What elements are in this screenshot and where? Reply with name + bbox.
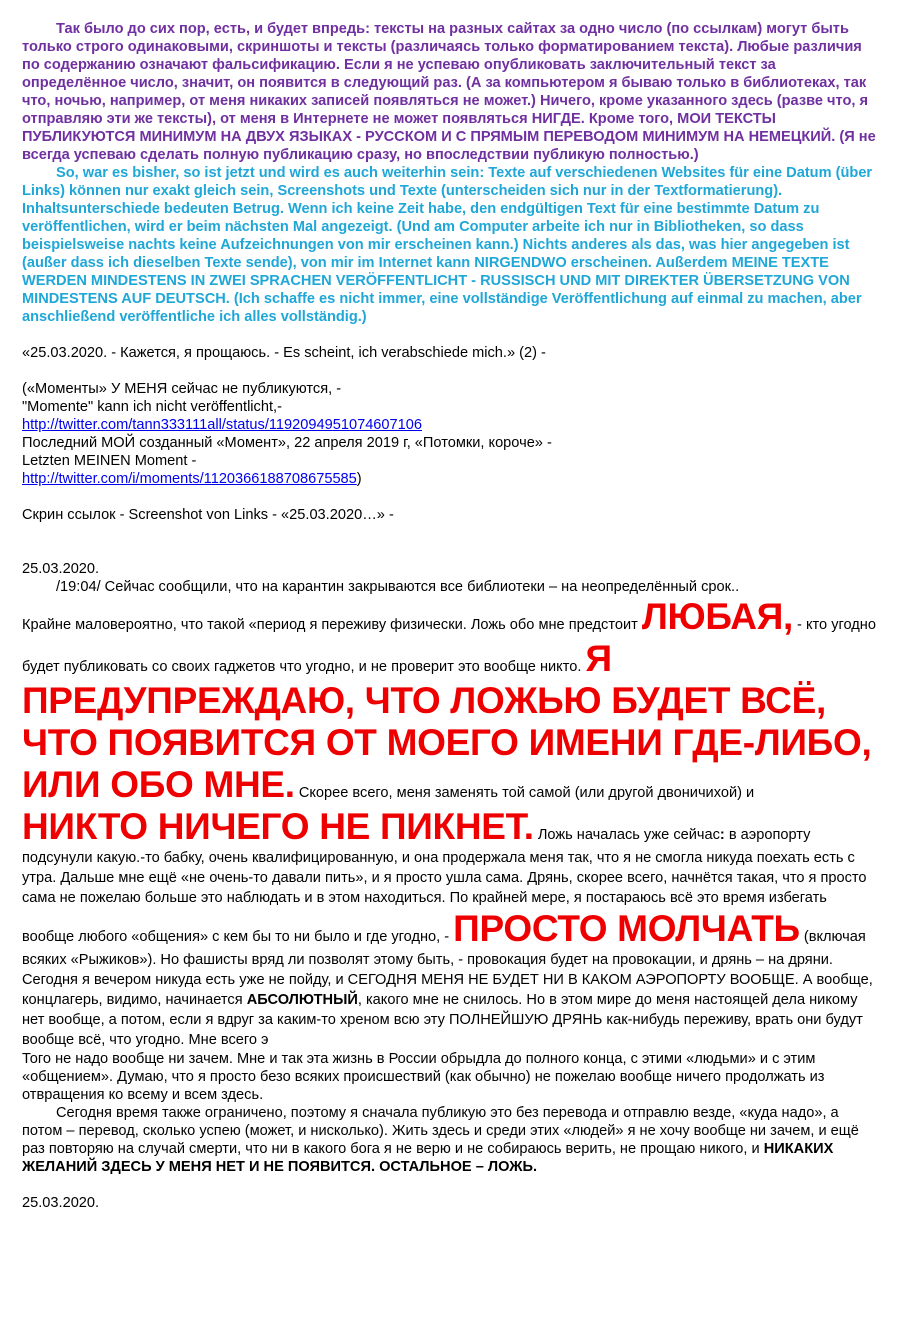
moments-close: ) <box>356 471 362 487</box>
text-span: - кто угодно будет публиковать со своих гаджетов что угодно, и не проверит это вообще никто. <box>22 617 876 675</box>
entry-date: 25.03.2020. <box>22 561 100 577</box>
moments-block <box>22 380 878 488</box>
post-title: «25.03.2020. - Кажется, я прощаюсь. - Es scheint, ich verabschiede mich.» (2) - <box>22 345 546 361</box>
text-span: (включая всяких «Рыжиков»). Но фашисты вряд ли позволят этому быть, - провокация будет на провокации, и дрянь – на дряни. Сегодня я вечером никуда есть уже не пойду, и СЕГОДНЯ МЕНЯ НЕ БУДЕТ НИ В КАКОМ АЭРОПОРТУ ВООБЩЕ. А вообще, концлагерь, видимо, начинается <box>22 929 873 1008</box>
entry-paragraph-3 <box>22 1104 878 1176</box>
red-emphasis-2: Я ПРЕДУПРЕЖДАЮ, ЧТО ЛОЖЬЮ БУДЕТ ВСЁ, ЧТО ПОЯВИТСЯ ОТ МОЕГО ИМЕНИ ГДЕ-ЛИБО, ИЛИ ОБО МНЕ. <box>22 638 872 805</box>
screenshot-line: Скрин ссылок - Screenshot von Links - «25.03.2020…» - <box>22 507 394 523</box>
moments-line-2: "Momente" kann ich nicht veröffentlicht,- <box>22 399 282 415</box>
closing-date: 25.03.2020. <box>22 1195 100 1211</box>
red-emphasis-4: ПРОСТО МОЛЧАТЬ <box>453 908 800 949</box>
entry-paragraph-1 <box>22 596 878 1050</box>
red-emphasis-1: ЛЮБАЯ, <box>641 596 793 637</box>
intro-german: So, war es bisher, so ist jetzt und wird es auch weiterhin sein: Texte auf verschiedenen Websites für eine Datum (über Links) können nur exakt gleich sein, Screenshots und Texte (unterscheiden sich nur in der Textformatierung). Inhaltsunterschiede bedeuten Betrug. Wenn ich keine Zeit habe, den endgültigen Text für eine bestimmte Datum zu veröffentlichen, wird er beim nächsten Mal angezeigt. (Und am Computer arbeite ich nur in Bibliotheken, so dass beispielsweise nachts keine Aufzeichnungen von mir erscheinen kann.) Nichts anderes als das, was hier angegeben ist (außer dass ich dieselben Texte sende), von mir im Internet kann NIRGENDWO erscheinen. Außerdem MEINE TEXTE WERDEN MINDESTENS IN ZWEI SPRACHEN VERÖFFENTLICHT - RUSSISCH UND MIT DIREKTER ÜBERSETZUNG VON MINDESTENS AUF DEUTSCH. (Ich schaffe es nicht immer, eine vollständige Veröffentlichung auf einmal zu machen, aber anschließend veröffentliche ich alles vollständig.) <box>22 165 873 325</box>
text-span: Ложь началась уже сейчас <box>533 827 720 843</box>
bold-absolute: АБСОЛЮТНЫЙ <box>246 992 358 1008</box>
text-span: Крайне маловероятно, что такой «период я переживу физически. Ложь обо мне предстоит <box>22 617 642 633</box>
moments-line-4: Letzten MEINEN Moment - <box>22 453 197 469</box>
moments-line-1: («Моменты» У МЕНЯ сейчас не публикуются, - <box>22 381 342 397</box>
moments-link-2[interactable]: http://twitter.com/i/moments/1120366188708675585 <box>22 471 357 487</box>
moments-line-3: Последний МОЙ созданный «Момент», 22 апреля 2019 г, «Потомки, короче» - <box>22 435 552 451</box>
intro-russian: Так было до сих пор, есть, и будет впредь: тексты на разных сайтах за одно число (по ссылкам) могут быть только строго одинаковыми, скриншоты и тексты (различаясь только форматированием текста). Любые различия по содержанию означают фальсификацию. Если я не успеваю опубликовать заключительный текст за определённое число, значит, он появится в следующий раз. (А за компьютером я бываю только в библиотеках, так что, ночью, например, от меня никаких записей появляться не может.) Ничего, кроме указанного здесь (разве что, я отправляю эти же тексты), от меня в Интернете не может появляться НИГДЕ. Кроме того, МОИ ТЕКСТЫ ПУБЛИКУЮТСЯ МИНИМУМ НА ДВУХ ЯЗЫКАХ - РУССКОМ И С ПРЯМЫМ ПЕРЕВОДОМ МИНИМУМ НА НЕМЕЦКИЙ. (Я не всегда успеваю сделать полную публикацию сразу, но впоследствии публикую полностью.) <box>22 21 876 163</box>
text-span: Скорее всего, меня заменять той самой (или другой двоничихой) и <box>294 785 755 801</box>
text-span: Сегодня время также ограничено, поэтому я сначала публикую это без перевода и отправлю везде, «куда надо», а потом – перевод, сколько успею (может, и нисколько). Жить здесь и среди этих «людей» я не хочу вообще ни зачем, и ещё раз повторяю на случай смерти, что ни в какого бога я не верю и не собираюсь верить, не прощаю никого, и <box>22 1105 859 1157</box>
bold-final-statement: НИКАКИХ ЖЕЛАНИЙ ЗДЕСЬ У МЕНЯ НЕТ И НЕ ПОЯВИТСЯ. ОСТАЛЬНОЕ – ЛОЖЬ. <box>22 1141 834 1175</box>
entry-paragraph-2: Того не надо вообще ни зачем. Мне и так эта жизнь в России обрыдла до полного конца, с этими «людьми» и с этим «общением». Думаю, что я просто безо всяких происшествий (как обычно) не пожелаю вообще ничего продолжать из отвращения ко всему и всем здесь. <box>22 1051 825 1103</box>
moments-link-1[interactable]: http://twitter.com/tann333111all/status/1192094951074607106 <box>22 417 423 433</box>
text-span: : <box>719 827 725 843</box>
entry-time-line: /19:04/ Сейчас сообщили, что на карантин закрываются все библиотеки – на неопределённый срок.. <box>56 579 740 595</box>
text-span: в аэропорту подсунули какую.-то бабку, очень квалифицированную, и она продержала меня так, что я не смогла никуда поехать есть с утра. Дальше мне ещё «не очень-то давали пить», и я просто ушла сама. Дрянь, скорее всего, начнётся такая, что я просто сама не пожелаю больше это наблюдать и в этом находиться. По крайней мере, я постараюсь всё это время избегать вообще любого «общения» с кем бы то ни было и где угодно, - <box>22 827 867 945</box>
text-span: , какого мне не снилось. Но в этом мире до меня настоящей дела никому нет вообще, а потом, если я вдруг за каким-то хреном всю эту ПОЛНЕЙШУЮ ДРЯНЬ как-нибудь переживу, врать они будут вообще всё, что угодно. Мне всего э <box>22 992 863 1048</box>
red-emphasis-3: НИКТО НИЧЕГО НЕ ПИКНЕТ. <box>22 806 534 847</box>
